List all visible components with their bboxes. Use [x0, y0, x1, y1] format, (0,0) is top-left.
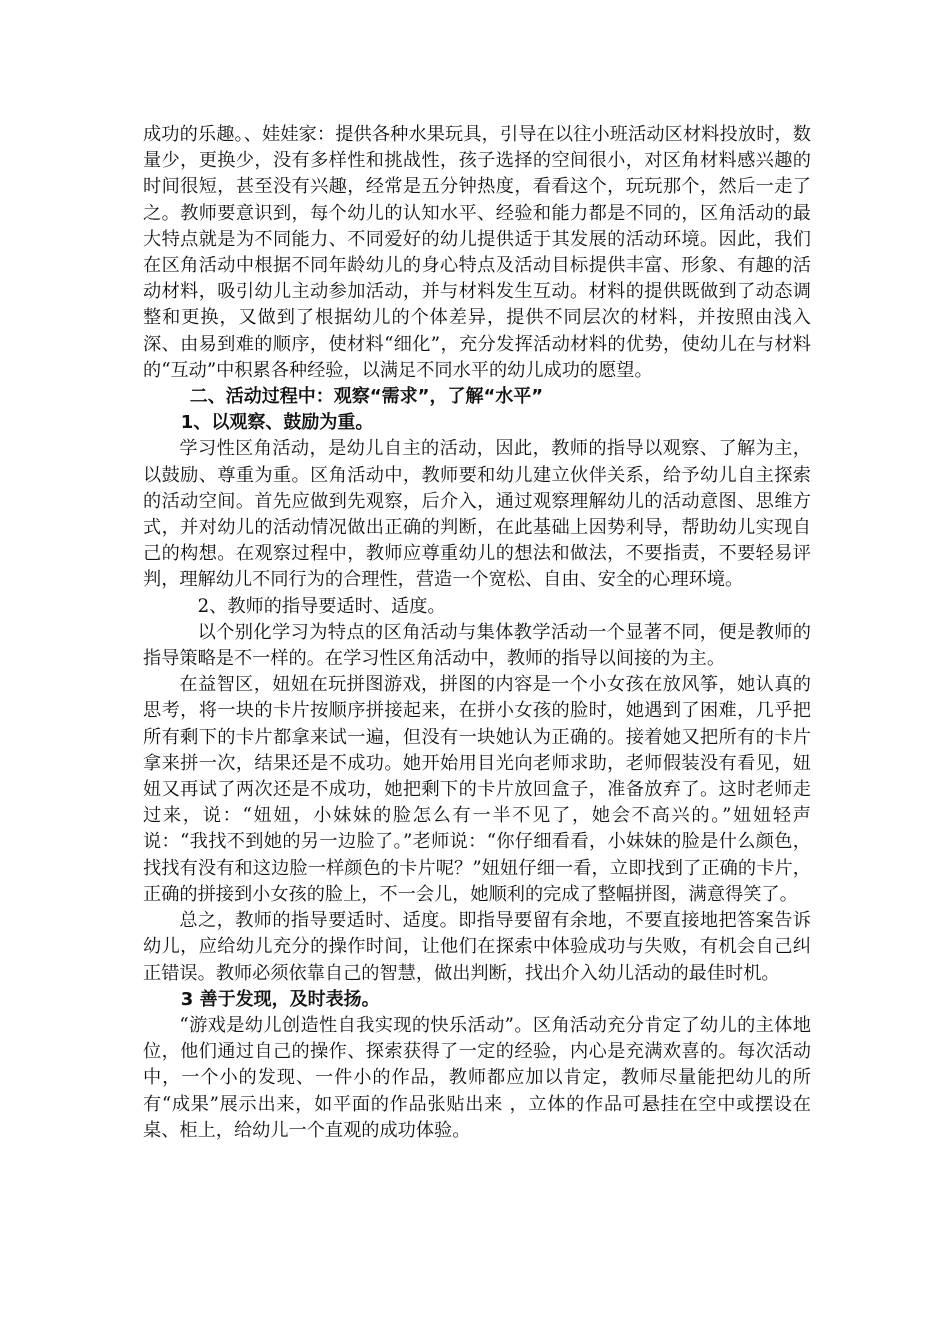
paragraph-puzzle-story: 在益智区，妞妞在玩拼图游戏，拼图的内容是一个小女孩在放风筝，她认真的思考，将一块的卡片按顺序拼接起来，在拼小女孩的脸时，她遇到了困难，几乎把所有剩下的卡片都拿来试一遍，但没有一块她认为正确的。接着她又把所有的卡片拿来拼一次，结果还是不成功。她开始用目光向老师求助，老师假装没有看见，妞妞又再试了两次还是不成功，她把剩下的卡片放回盒子，准备放弃了。这时老师走过来，说：“妞妞，小妹妹的脸怎么有一半不见了，她会不高兴的。”妞妞轻声说：“我找不到她的另一边脸了。”老师说：“你仔细看看，小妹妹的脸是什么颜色，找找有没有和这边脸一样颜色的卡片呢？”妞妞仔细一看，立即找到了正确的卡片，正确的拼接到小女孩的脸上，不一会儿，她顺利的完成了整幅拼图，满意得笑了。: [143, 674, 811, 905]
paragraph-observation: 学习性区角活动，是幼儿自主的活动，因此，教师的指导以观察、了解为主，以鼓励、尊重为重。区角活动中，教师要和幼儿建立伙伴关系，给予幼儿自主探索的活动空间。首先应做到先观察，后介入，通过观察理解幼儿的活动意图、思维方式，并对幼儿的活动情况做出正确的判断，在此基础上因势利导，帮助幼儿实现自己的构想。在观察过程中，教师应尊重幼儿的想法和做法，不要指责，不要轻易评判，理解幼儿不同行为的合理性，营造一个宽松、自由、安全的心理环境。: [143, 438, 811, 591]
paragraph-individual-learning: 以个别化学习为特点的区角活动与集体教学活动一个显著不同，便是教师的指导策略是不一样的。在学习性区角活动中，教师的指导以间接的为主。: [143, 621, 811, 670]
subheading-observe-encourage: 1、以观察、鼓励为重。: [180, 412, 374, 434]
section-heading-activity-process: 二、活动过程中：观察“需求”，了解“水平”: [189, 386, 544, 408]
document-page: [143, 122, 811, 1144]
paragraph-praise: “游戏是幼儿创造性自我实现的快乐活动”。区角活动充分肯定了幼儿的主体地位，他们通过自己的操作、探索获得了一定的经验，内心是充满欢喜的。每次活动中，一个小的发现、一件小的作品，教师都应加以肯定，教师尽量能把幼儿的所有“成果”展示出来，如平面的作品张贴出来 ，立体的作品可悬挂在空中或摆设在桌、柜上，给幼儿一个直观的成功体验。: [143, 1014, 811, 1141]
paragraph-summary: 总之，教师的指导要适时、适度。即指导要留有余地，不要直接地把答案告诉幼儿，应给幼儿充分的操作时间，让他们在探索中体验成功与失败，有机会自己纠正错误。教师必须依靠自己的智慧，做出判断，找出介入幼儿活动的最佳时机。: [143, 910, 811, 984]
subheading-discover-praise: 3 善于发现，及时表扬。: [180, 988, 380, 1010]
paragraph-intro: 成功的乐趣。、娃娃家：提供各种水果玩具，引导在以往小班活动区材料投放时，数量少，更换少，没有多样性和挑战性，孩子选择的空间很小，对区角材料感兴趣的时间很短，甚至没有兴趣，经常是五分钟热度，看看这个，玩玩那个，然后一走了之。教师要意识到，每个幼儿的认知水平、经验和能力都是不同的，区角活动的最大特点就是为不同能力、不同爱好的幼儿提供适于其发展的活动环境。因此，我们在区角活动中根据不同年龄幼儿的身心特点及活动目标提供丰富、形象、有趣的活动材料，吸引幼儿主动参加活动，并与材料发生互动。材料的提供既做到了动态调整和更换，又做到了根据幼儿的个体差异，提供不同层次的材料，并按照由浅入深、由易到难的顺序，使材料“细化”，充分发挥活动材料的优势，使幼儿在与材料的“互动”中积累各种经验，以满足不同水平的幼儿成功的愿望。: [143, 124, 811, 381]
subheading-timely-guidance: 2、教师的指导要适时、适度。: [197, 595, 446, 617]
